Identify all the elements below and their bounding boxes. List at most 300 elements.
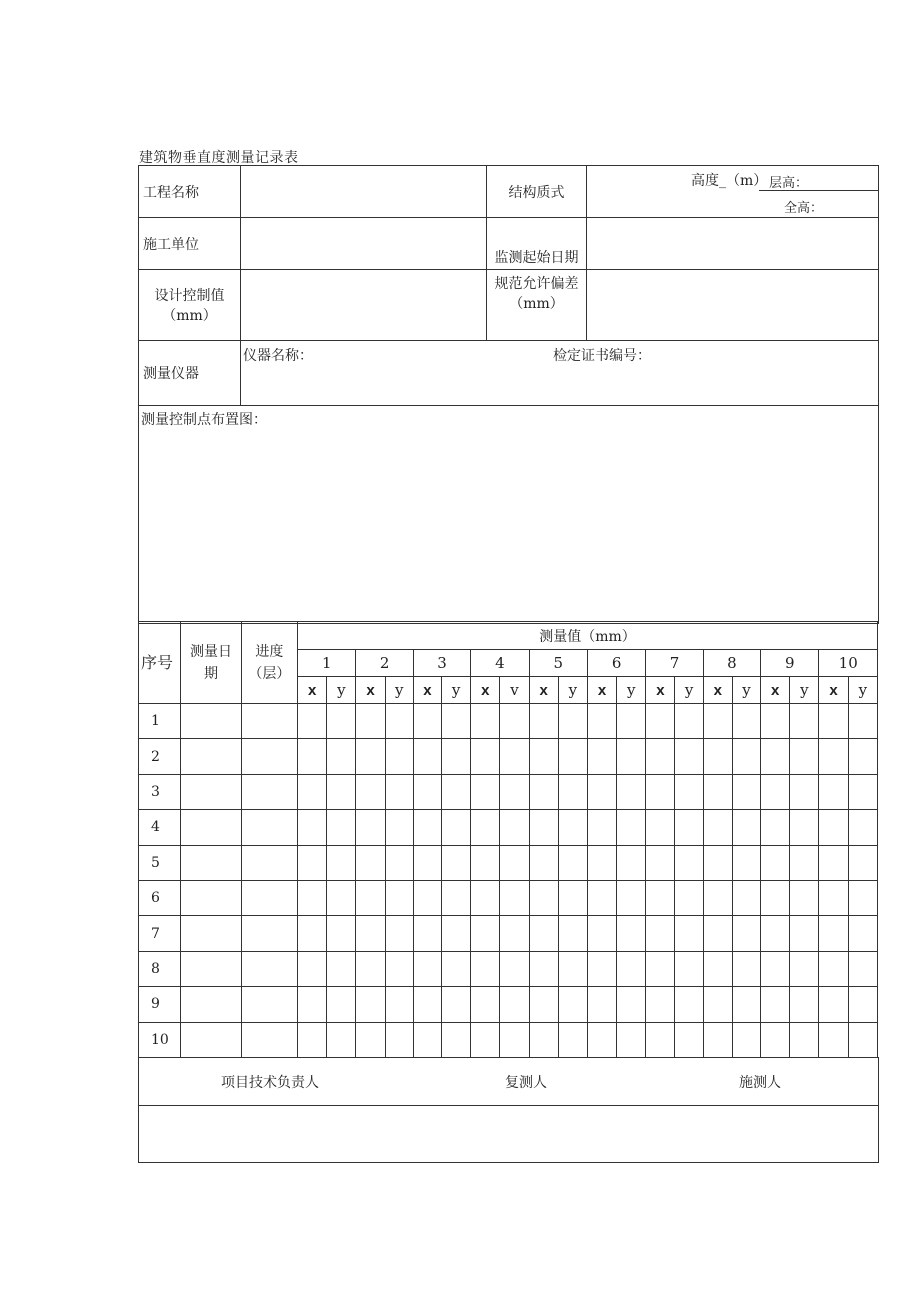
measure-cell[interactable]: [703, 810, 732, 845]
measure-cell[interactable]: [298, 951, 327, 986]
measure-cell[interactable]: [500, 739, 529, 774]
allowable-dev-unit: （mm）: [509, 296, 564, 312]
construction-unit-field[interactable]: [241, 218, 487, 270]
measure-cell[interactable]: [617, 951, 646, 986]
measure-cell[interactable]: [500, 1022, 529, 1057]
row-number: 3: [139, 774, 181, 809]
measure-cell[interactable]: [761, 880, 790, 915]
measure-cell[interactable]: [790, 916, 819, 951]
measure-cell[interactable]: [385, 704, 413, 739]
progress-cell[interactable]: [241, 774, 297, 809]
measure-cell[interactable]: [646, 810, 675, 845]
measure-cell[interactable]: [819, 951, 848, 986]
measure-cell[interactable]: [413, 810, 441, 845]
construction-unit-label: 施工单位: [139, 218, 241, 270]
x-header: x: [587, 677, 616, 704]
measure-cell[interactable]: [385, 739, 413, 774]
info-table: [138, 165, 879, 624]
measure-cell[interactable]: [761, 987, 790, 1022]
measure-cell[interactable]: [298, 739, 327, 774]
measure-cell[interactable]: [385, 880, 413, 915]
measure-cell[interactable]: [703, 845, 732, 880]
measure-cell[interactable]: [441, 1022, 470, 1057]
row-number: 10: [139, 1022, 181, 1057]
measure-cell[interactable]: [471, 704, 500, 739]
column-number: 1: [298, 650, 356, 677]
measure-cell[interactable]: [617, 810, 646, 845]
measure-cell[interactable]: [703, 880, 732, 915]
column-number: 5: [529, 650, 587, 677]
tech-lead-label: 项目技术负责人: [221, 1075, 319, 1091]
measure-cell[interactable]: [327, 739, 356, 774]
measure-cell[interactable]: [587, 774, 616, 809]
allowable-dev-field[interactable]: [587, 270, 879, 341]
measure-cell[interactable]: [298, 916, 327, 951]
measure-cell[interactable]: [298, 704, 327, 739]
instrument-cell[interactable]: [241, 341, 879, 406]
measure-cell[interactable]: [848, 739, 877, 774]
measure-cell[interactable]: [558, 880, 587, 915]
measure-cell[interactable]: [413, 704, 441, 739]
measure-cell[interactable]: [703, 1022, 732, 1057]
measure-cell[interactable]: [646, 916, 675, 951]
measure-cell[interactable]: [732, 987, 760, 1022]
progress-cell[interactable]: [241, 1022, 297, 1057]
measure-cell[interactable]: [819, 774, 848, 809]
measure-cell[interactable]: [761, 1022, 790, 1057]
signature-table: [138, 1057, 879, 1163]
measure-cell[interactable]: [471, 774, 500, 809]
measure-cell[interactable]: [529, 987, 558, 1022]
measure-cell[interactable]: [413, 739, 441, 774]
measure-cell[interactable]: [529, 810, 558, 845]
measure-cell[interactable]: [761, 739, 790, 774]
measurement-table: [138, 621, 878, 1058]
measure-cell[interactable]: [646, 845, 675, 880]
measure-cell[interactable]: [441, 951, 470, 986]
measure-cell[interactable]: [761, 845, 790, 880]
measure-cell[interactable]: [703, 739, 732, 774]
measure-cell[interactable]: [617, 916, 646, 951]
measure-cell[interactable]: [646, 704, 675, 739]
row-number: 5: [139, 845, 181, 880]
measure-cell[interactable]: [529, 916, 558, 951]
table-row: [139, 704, 878, 739]
measure-cell[interactable]: [471, 739, 500, 774]
monitor-start-field[interactable]: [587, 218, 879, 270]
instrument-name-label: 仪器名称：: [243, 347, 313, 364]
measure-cell[interactable]: [385, 987, 413, 1022]
measure-cell[interactable]: [732, 774, 760, 809]
measure-cell[interactable]: [848, 880, 877, 915]
y-header: y: [385, 677, 413, 704]
measure-cell[interactable]: [356, 1022, 385, 1057]
measure-cell[interactable]: [413, 951, 441, 986]
measure-cell[interactable]: [646, 774, 675, 809]
measure-cell[interactable]: [848, 1022, 877, 1057]
measure-cell[interactable]: [819, 1022, 848, 1057]
measure-cell[interactable]: [441, 987, 470, 1022]
measure-cell[interactable]: [617, 774, 646, 809]
measure-cell[interactable]: [848, 810, 877, 845]
measure-cell[interactable]: [356, 774, 385, 809]
measure-cell[interactable]: [761, 951, 790, 986]
measure-cell[interactable]: [356, 810, 385, 845]
measure-cell[interactable]: [441, 916, 470, 951]
measure-cell[interactable]: [819, 810, 848, 845]
date-cell[interactable]: [181, 987, 241, 1022]
measure-cell[interactable]: [298, 987, 327, 1022]
measure-cell[interactable]: [327, 704, 356, 739]
measure-cell[interactable]: [327, 774, 356, 809]
control-plan-label: 测量控制点布置图：: [141, 412, 267, 428]
measure-cell[interactable]: [413, 1022, 441, 1057]
measure-cell[interactable]: [587, 951, 616, 986]
measure-cell[interactable]: [500, 845, 529, 880]
measure-cell[interactable]: [413, 845, 441, 880]
rechecker-label: 复测人: [505, 1075, 547, 1091]
measure-cell[interactable]: [471, 810, 500, 845]
measure-cell[interactable]: [529, 880, 558, 915]
measure-cell[interactable]: [848, 951, 877, 986]
y-header: y: [327, 677, 356, 704]
measure-cell[interactable]: [558, 951, 587, 986]
row-number: 8: [139, 951, 181, 986]
measure-cell[interactable]: [848, 987, 877, 1022]
measure-cell[interactable]: [298, 880, 327, 915]
measure-cell[interactable]: [327, 987, 356, 1022]
date-header: 测量日期: [181, 622, 241, 704]
row-number: 4: [139, 810, 181, 845]
measure-cell[interactable]: [558, 739, 587, 774]
progress-cell[interactable]: [241, 951, 297, 986]
measure-cell[interactable]: [617, 987, 646, 1022]
measure-cell[interactable]: [587, 987, 616, 1022]
measure-cell[interactable]: [471, 916, 500, 951]
progress-cell[interactable]: [241, 739, 297, 774]
measure-cell[interactable]: [732, 845, 760, 880]
measure-cell[interactable]: [790, 951, 819, 986]
measure-cell[interactable]: [441, 739, 470, 774]
date-cell[interactable]: [181, 739, 241, 774]
date-cell[interactable]: [181, 774, 241, 809]
measure-cell[interactable]: [327, 916, 356, 951]
date-cell[interactable]: [181, 1022, 241, 1057]
measure-cell[interactable]: [587, 880, 616, 915]
table-row: [139, 916, 878, 951]
measure-cell[interactable]: [848, 845, 877, 880]
measure-cell[interactable]: [675, 951, 703, 986]
height-cell[interactable]: [587, 166, 879, 218]
measure-cell[interactable]: [500, 916, 529, 951]
measure-cell[interactable]: [500, 951, 529, 986]
measure-cell[interactable]: [529, 739, 558, 774]
design-control-field[interactable]: [241, 270, 487, 341]
measure-cell[interactable]: [529, 845, 558, 880]
measure-cell[interactable]: [356, 916, 385, 951]
measure-cell[interactable]: [617, 1022, 646, 1057]
date-cell[interactable]: [181, 845, 241, 880]
table-row: [139, 951, 878, 986]
measure-cell[interactable]: [558, 774, 587, 809]
measure-cell[interactable]: [732, 916, 760, 951]
progress-cell[interactable]: [241, 704, 297, 739]
measure-cell[interactable]: [703, 774, 732, 809]
measure-cell[interactable]: [646, 739, 675, 774]
measure-cell[interactable]: [500, 987, 529, 1022]
measure-cell[interactable]: [471, 951, 500, 986]
seq-header: 序号: [139, 622, 181, 704]
measure-cell[interactable]: [732, 880, 760, 915]
surveyor-label: 施测人: [739, 1075, 781, 1091]
measure-cell[interactable]: [327, 880, 356, 915]
measure-cell[interactable]: [587, 739, 616, 774]
measure-cell[interactable]: [385, 916, 413, 951]
measure-cell[interactable]: [471, 987, 500, 1022]
measure-cell[interactable]: [441, 810, 470, 845]
measure-cell[interactable]: [732, 739, 760, 774]
measure-cell[interactable]: [441, 774, 470, 809]
measure-cell[interactable]: [617, 739, 646, 774]
measure-cell[interactable]: [298, 1022, 327, 1057]
measure-cell[interactable]: [356, 704, 385, 739]
measure-cell[interactable]: [703, 704, 732, 739]
measure-cell[interactable]: [298, 845, 327, 880]
y-header: y: [732, 677, 760, 704]
allowable-dev-label: 规范允许偏差: [494, 276, 579, 292]
measure-cell[interactable]: [327, 951, 356, 986]
measure-cell[interactable]: [441, 704, 470, 739]
measure-cell[interactable]: [385, 951, 413, 986]
date-cell[interactable]: [181, 704, 241, 739]
column-number: 6: [587, 650, 645, 677]
measure-cell[interactable]: [558, 704, 587, 739]
table-row: [139, 774, 878, 809]
design-control-label: 设计控制值: [154, 288, 225, 304]
x-header: x: [356, 677, 385, 704]
measure-cell[interactable]: [413, 774, 441, 809]
measure-cell[interactable]: [356, 739, 385, 774]
row-number: 9: [139, 987, 181, 1022]
design-control-unit: （mm）: [162, 308, 217, 324]
column-number: 2: [356, 650, 413, 677]
structure-label: 结构质式: [487, 166, 587, 218]
signature-field[interactable]: [139, 1106, 879, 1163]
measure-cell[interactable]: [441, 845, 470, 880]
floor-height-label: 层高：: [768, 176, 808, 191]
measure-cell[interactable]: [703, 916, 732, 951]
measure-cell[interactable]: [529, 1022, 558, 1057]
measure-cell[interactable]: [587, 916, 616, 951]
measure-cell[interactable]: [529, 951, 558, 986]
monitor-start-label: 监测起始日期: [487, 218, 587, 270]
progress-cell[interactable]: [241, 987, 297, 1022]
measure-cell[interactable]: [732, 704, 760, 739]
measure-cell[interactable]: [558, 810, 587, 845]
measure-cell[interactable]: [500, 774, 529, 809]
x-header: x: [646, 677, 675, 704]
measure-cell[interactable]: [819, 845, 848, 880]
measure-cell[interactable]: [848, 704, 877, 739]
measure-cell[interactable]: [848, 916, 877, 951]
date-cell[interactable]: [181, 951, 241, 986]
measure-cell[interactable]: [385, 810, 413, 845]
measure-cell[interactable]: [646, 880, 675, 915]
measure-cell[interactable]: [471, 1022, 500, 1057]
measure-cell[interactable]: [675, 880, 703, 915]
certificate-label: 检定证书编号：: [553, 347, 651, 364]
date-cell[interactable]: [181, 916, 241, 951]
measure-cell[interactable]: [790, 987, 819, 1022]
column-number: 4: [471, 650, 529, 677]
y-header: y: [790, 677, 819, 704]
progress-cell[interactable]: [241, 810, 297, 845]
signature-label-row: [139, 1058, 879, 1106]
measure-cell[interactable]: [558, 987, 587, 1022]
date-cell[interactable]: [181, 880, 241, 915]
measure-cell[interactable]: [587, 810, 616, 845]
column-number: 10: [819, 650, 878, 677]
y-header: y: [675, 677, 703, 704]
measure-cell[interactable]: [441, 880, 470, 915]
measure-cell[interactable]: [732, 810, 760, 845]
measure-cell[interactable]: [587, 704, 616, 739]
measure-cell[interactable]: [471, 845, 500, 880]
measure-cell[interactable]: [675, 845, 703, 880]
measure-header: 测量值（mm）: [298, 622, 878, 650]
measure-cell[interactable]: [819, 739, 848, 774]
measure-cell[interactable]: [385, 774, 413, 809]
progress-cell[interactable]: [241, 916, 297, 951]
measure-cell[interactable]: [819, 987, 848, 1022]
measure-cell[interactable]: [327, 845, 356, 880]
measure-cell[interactable]: [675, 739, 703, 774]
measure-cell[interactable]: [298, 810, 327, 845]
measure-cell[interactable]: [646, 1022, 675, 1057]
row-number: 6: [139, 880, 181, 915]
measure-cell[interactable]: [790, 1022, 819, 1057]
x-header: x: [529, 677, 558, 704]
table-row: [139, 987, 878, 1022]
measure-cell[interactable]: [646, 951, 675, 986]
measure-cell[interactable]: [703, 951, 732, 986]
measure-cell[interactable]: [819, 704, 848, 739]
measure-cell[interactable]: [500, 704, 529, 739]
column-number: 8: [703, 650, 760, 677]
page-title: 建筑物垂直度测量记录表: [139, 150, 299, 166]
measure-cell[interactable]: [617, 845, 646, 880]
measure-cell[interactable]: [500, 810, 529, 845]
measure-cell[interactable]: [675, 774, 703, 809]
measure-cell[interactable]: [413, 880, 441, 915]
y-header: v: [500, 677, 529, 704]
measure-cell[interactable]: [703, 987, 732, 1022]
measure-cell[interactable]: [790, 704, 819, 739]
row-number: 1: [139, 704, 181, 739]
progress-cell[interactable]: [241, 845, 297, 880]
measure-cell[interactable]: [790, 810, 819, 845]
measure-cell[interactable]: [471, 880, 500, 915]
table-row: [139, 739, 878, 774]
x-header: x: [761, 677, 790, 704]
measure-cell[interactable]: [790, 845, 819, 880]
measure-cell[interactable]: [587, 845, 616, 880]
measure-cell[interactable]: [558, 916, 587, 951]
total-height-label: 全高：: [783, 201, 823, 216]
measure-cell[interactable]: [819, 916, 848, 951]
measure-cell[interactable]: [413, 987, 441, 1022]
x-header: x: [471, 677, 500, 704]
measure-cell[interactable]: [848, 774, 877, 809]
project-name-field[interactable]: [241, 166, 487, 218]
measure-cell[interactable]: [385, 845, 413, 880]
measure-cell[interactable]: [558, 1022, 587, 1057]
progress-header: 进度（层）: [241, 622, 297, 704]
measure-cell[interactable]: [500, 880, 529, 915]
measure-cell[interactable]: [529, 774, 558, 809]
measure-cell[interactable]: [790, 774, 819, 809]
table-row: [139, 810, 878, 845]
measure-cell[interactable]: [617, 880, 646, 915]
measure-cell[interactable]: [675, 1022, 703, 1057]
table-row: [139, 1022, 878, 1057]
measure-cell[interactable]: [529, 704, 558, 739]
measure-cell[interactable]: [761, 704, 790, 739]
measure-cell[interactable]: [558, 845, 587, 880]
measure-cell[interactable]: [356, 845, 385, 880]
measure-cell[interactable]: [385, 1022, 413, 1057]
measure-cell[interactable]: [327, 810, 356, 845]
measure-cell[interactable]: [646, 987, 675, 1022]
x-header: x: [703, 677, 732, 704]
measure-cell[interactable]: [327, 1022, 356, 1057]
measure-cell[interactable]: [790, 739, 819, 774]
control-plan-cell[interactable]: [139, 406, 879, 624]
table-row: [139, 845, 878, 880]
measure-cell[interactable]: [587, 1022, 616, 1057]
measure-cell[interactable]: [413, 916, 441, 951]
progress-cell[interactable]: [241, 880, 297, 915]
measure-cell[interactable]: [675, 916, 703, 951]
measure-cell[interactable]: [732, 1022, 760, 1057]
measure-cell[interactable]: [761, 916, 790, 951]
measure-cell[interactable]: [819, 880, 848, 915]
measure-cell[interactable]: [356, 951, 385, 986]
design-control-cell: [139, 270, 241, 341]
measure-cell[interactable]: [356, 880, 385, 915]
allowable-dev-cell: [487, 270, 587, 341]
y-header: y: [617, 677, 646, 704]
date-cell[interactable]: [181, 810, 241, 845]
measure-cell[interactable]: [675, 704, 703, 739]
measure-cell[interactable]: [675, 987, 703, 1022]
measure-cell[interactable]: [298, 774, 327, 809]
table-row: [139, 880, 878, 915]
measure-cell[interactable]: [356, 987, 385, 1022]
measure-cell[interactable]: [732, 951, 760, 986]
y-header: y: [558, 677, 587, 704]
column-number: 9: [761, 650, 819, 677]
instrument-label: 测量仪器: [139, 341, 241, 406]
column-number: 3: [413, 650, 470, 677]
measure-cell[interactable]: [761, 810, 790, 845]
measure-cell[interactable]: [761, 774, 790, 809]
column-number: 7: [646, 650, 703, 677]
measure-cell[interactable]: [790, 880, 819, 915]
measure-cell[interactable]: [617, 704, 646, 739]
measure-cell[interactable]: [675, 810, 703, 845]
row-number: 2: [139, 739, 181, 774]
